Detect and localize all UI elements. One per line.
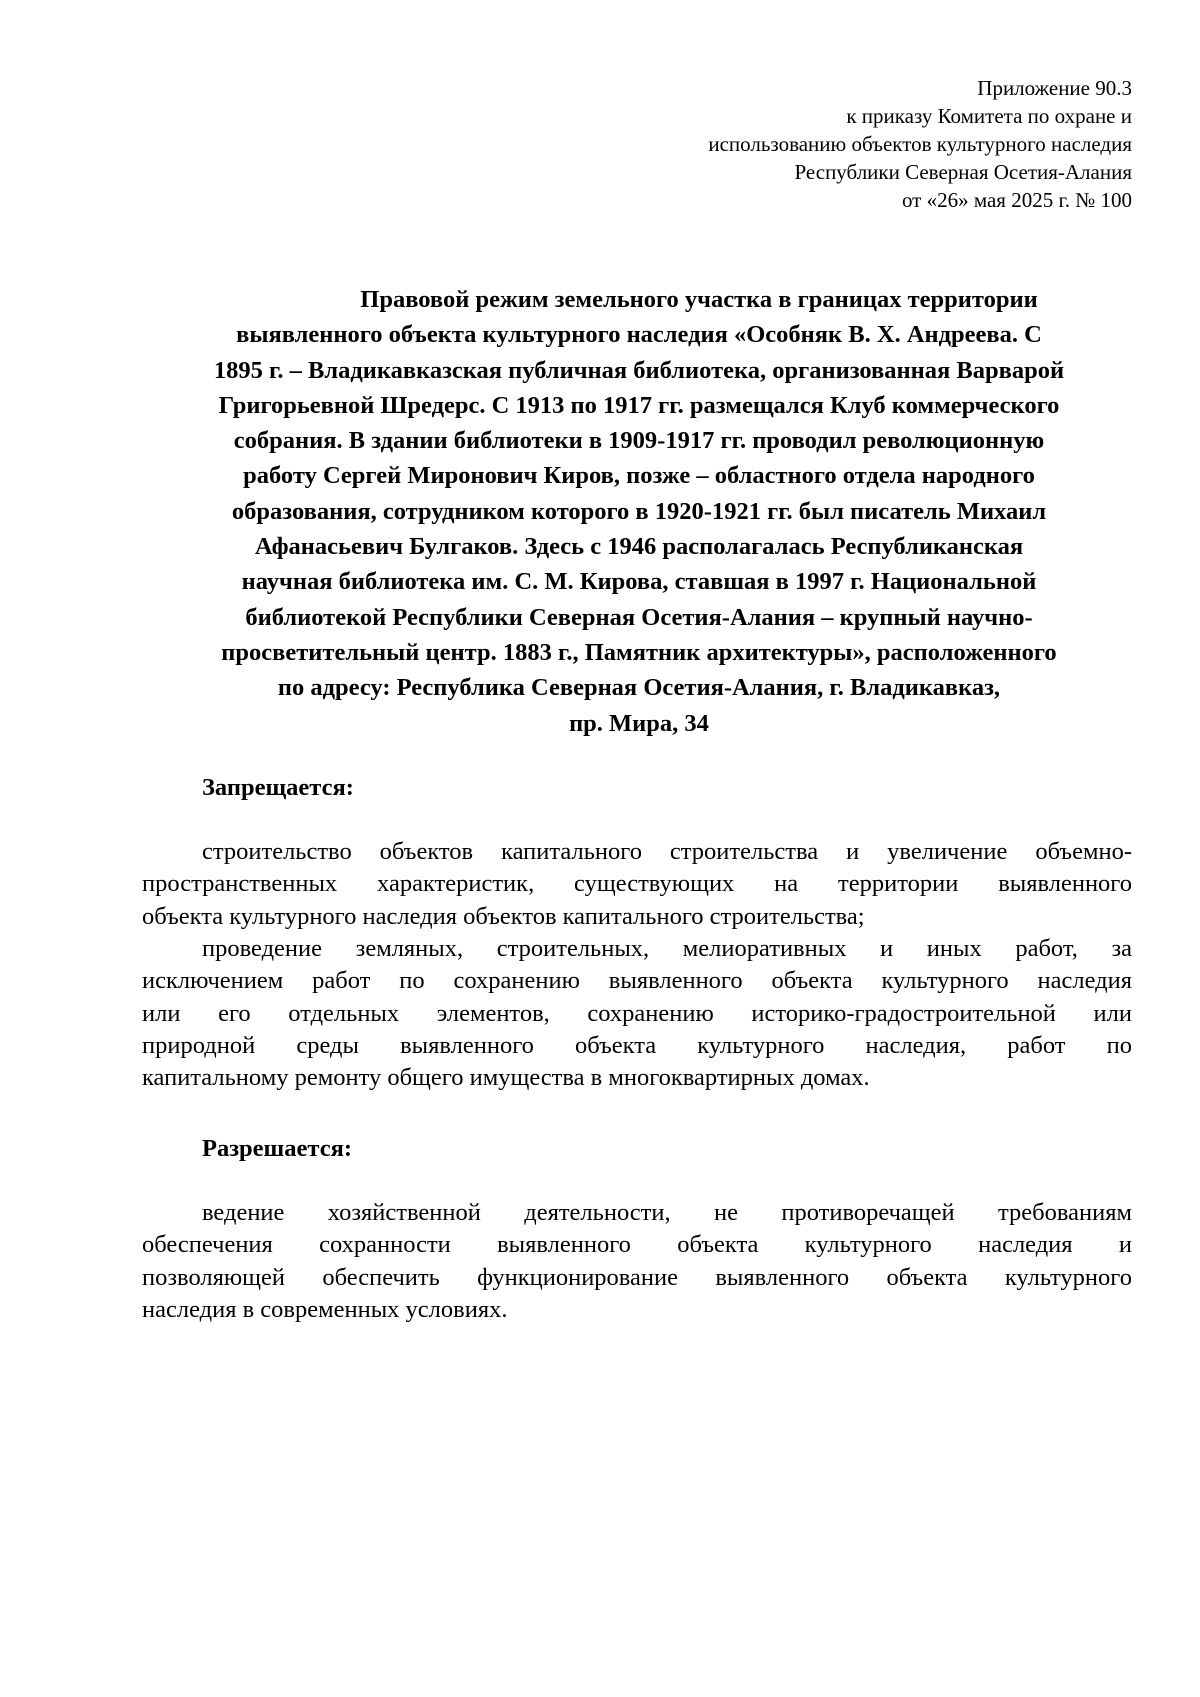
title-line: выявленного объекта культурного наследия «Особняк В. Х. Андреева. С bbox=[236, 321, 1042, 349]
appendix-republic-line: Республики Северная Осетия-Алания bbox=[794, 160, 1132, 184]
title-line: по адресу: Республика Северная Осетия-Алания, г. Владикавказ, bbox=[277, 674, 1001, 702]
title-line: научная библиотека им. С. М. Кирова, ставшая в 1997 г. Национальной bbox=[241, 568, 1037, 596]
paragraph-line: позволяющей обеспечить функционирование выявленного объекта культурного bbox=[142, 1263, 1132, 1291]
title-line: 1895 г. – Владикавказская публичная библиотека, организованная Варварой bbox=[213, 356, 1065, 384]
title-line: библиотекой Республики Северная Осетия-Алания – крупный научно- bbox=[245, 603, 1033, 631]
paragraph-line: наследия в современных условиях. bbox=[142, 1295, 508, 1323]
title-line: Правовой режим земельного участка в границах территории bbox=[360, 286, 1038, 313]
appendix-number: Приложение 90.3 bbox=[977, 76, 1132, 100]
title-line: Афанасьевич Булгаков. Здесь с 1946 располагалась Республиканская bbox=[254, 533, 1024, 561]
paragraph-line: строительство объектов капитального строительства и увеличение объемно- bbox=[202, 838, 1132, 865]
appendix-order-line: к приказу Комитета по охране и bbox=[846, 104, 1132, 128]
title-line: собрания. В здании библиотеки в 1909-1917 гг. проводил революционную bbox=[233, 427, 1045, 455]
title-line: просветительный центр. 1883 г., Памятник архитектуры», расположенного bbox=[221, 638, 1057, 666]
appendix-committee-line: использованию объектов культурного наследия bbox=[708, 132, 1132, 156]
title-line: образования, сотрудником которого в 1920-1921 гг. был писатель Михаил bbox=[231, 497, 1047, 525]
allowed-paragraph-activity bbox=[142, 1197, 1132, 1326]
paragraph-line: обеспечения сохранности выявленного объекта культурного наследия и bbox=[142, 1231, 1132, 1259]
title-line: работу Сергей Миронович Киров, позже – областного отдела народного bbox=[243, 462, 1035, 490]
paragraph-line: или его отдельных элементов, сохранению историко-градостроительной или bbox=[142, 999, 1132, 1027]
paragraph-line: объекта культурного наследия объектов капитального строительства; bbox=[142, 902, 865, 930]
prohibited-paragraph-construction bbox=[142, 836, 1132, 933]
appendix-reference bbox=[432, 74, 1132, 214]
appendix-date-line: от «26» мая 2025 г. № 100 bbox=[901, 188, 1132, 212]
allowed-heading: Разрешается: bbox=[202, 1135, 352, 1162]
paragraph-line: исключением работ по сохранению выявленного объекта культурного наследия bbox=[142, 967, 1132, 995]
title-line: Григорьевной Шредерс. С 1913 по 1917 гг. размещался Клуб коммерческого bbox=[218, 391, 1060, 419]
document-title bbox=[142, 282, 1136, 741]
paragraph-line: капитальному ремонту общего имущества в многоквартирных домах. bbox=[142, 1064, 870, 1092]
paragraph-line: ведение хозяйственной деятельности, не противоречащей требованиям bbox=[202, 1199, 1132, 1226]
prohibited-heading: Запрещается: bbox=[202, 774, 354, 801]
prohibited-paragraph-works bbox=[142, 933, 1132, 1094]
paragraph-line: пространственных характеристик, существующих на территории выявленного bbox=[142, 870, 1132, 898]
paragraph-line: природной среды выявленного объекта культурного наследия, работ по bbox=[142, 1031, 1132, 1059]
title-line: пр. Мира, 34 bbox=[569, 709, 709, 737]
paragraph-line: проведение земляных, строительных, мелиоративных и иных работ, за bbox=[202, 935, 1132, 962]
